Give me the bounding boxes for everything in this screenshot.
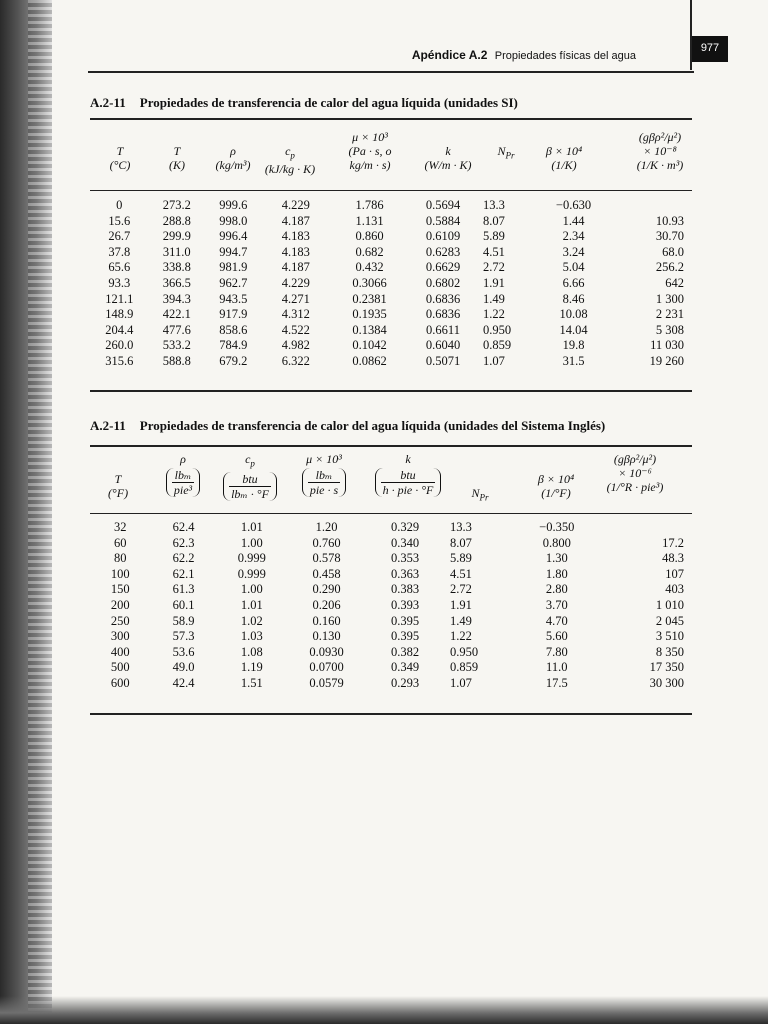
table-cell: 0.3066: [352, 275, 387, 290]
table-cell: 4.982: [281, 338, 310, 353]
table-row: [90, 214, 692, 230]
table-cell: 6.66: [562, 275, 585, 290]
table-cell: 4.271: [281, 291, 310, 306]
table-cell: 981.9: [219, 260, 248, 275]
table-cell: 996.4: [219, 229, 248, 244]
column-subtitle: (Pa · s, o: [348, 144, 392, 158]
table-cell: 11 030: [650, 338, 684, 353]
page-number: 977: [692, 36, 728, 62]
table-cell: 0.5694: [425, 198, 461, 212]
column-subtitle: × 10⁻⁶: [618, 466, 652, 480]
table-cell: 13.3: [450, 520, 472, 534]
table-cell: 1.01: [240, 597, 263, 612]
column-unit: (1/°R · pie³): [606, 480, 664, 494]
table-cell: 10.08: [559, 307, 588, 322]
table-cell: 68.0: [662, 244, 684, 259]
column-unit: (kJ/kg · K): [264, 162, 316, 177]
column-header: [509, 144, 619, 172]
table-row: [90, 260, 692, 276]
table-cell: 93.3: [108, 275, 131, 290]
column-unit: (°C): [109, 158, 131, 172]
column-unit: (kg/m³): [215, 158, 251, 172]
table-cell: 1.22: [483, 307, 505, 322]
table-cell: 300: [110, 629, 130, 644]
table-cell: 1.51: [240, 675, 263, 690]
table-cell: 994.7: [219, 244, 248, 259]
table-cell: 273.2: [162, 198, 191, 212]
table-cell: 0.6040: [425, 338, 461, 353]
section-label: Propiedades físicas del agua: [494, 50, 636, 62]
table-cell: 0.6802: [425, 275, 461, 290]
table-cell: 1.80: [545, 566, 568, 581]
table-cell: 0.578: [312, 551, 341, 566]
table-cell: 0.395: [390, 613, 420, 628]
table-cell: 4.312: [281, 307, 310, 322]
table-row: [90, 292, 692, 308]
table-cell: 17.2: [662, 535, 684, 550]
table-cell: 200: [110, 597, 130, 612]
table-cell: 0.329: [390, 520, 420, 534]
table-cell: 4.51: [450, 566, 472, 581]
table-cell: 0.6283: [425, 244, 461, 259]
table-cell: 5.89: [483, 229, 505, 244]
table-cell: 0.6611: [426, 322, 460, 337]
table-cell: 30.70: [655, 229, 684, 244]
table-cell: 1.07: [483, 353, 505, 368]
table-cell: 17 350: [649, 660, 684, 675]
table-cell: 600: [110, 675, 130, 690]
table-row: [90, 198, 692, 214]
table-si-bottom-rule: [90, 390, 692, 392]
table-cell: 0.0930: [309, 644, 344, 659]
table-cell: 1.91: [450, 597, 472, 612]
table-si-body: [90, 198, 692, 370]
table-cell: 0.382: [390, 644, 420, 659]
table-cell: 8 350: [655, 644, 684, 659]
table-cell: 10.93: [655, 213, 684, 228]
table-cell: 60: [114, 535, 127, 550]
table-cell: 0.458: [312, 566, 341, 581]
column-symbol-text: k: [405, 452, 411, 466]
table-cell: 4.187: [281, 213, 310, 228]
table-cell: 0.340: [390, 535, 420, 550]
table-cell: 1.44: [562, 213, 585, 228]
table-cell: 3.24: [562, 244, 585, 259]
table-cell: 999.6: [219, 198, 248, 212]
table-cell: 784.9: [219, 338, 248, 353]
table-row: [90, 551, 692, 567]
table-en-top-rule: [90, 445, 692, 447]
table-cell: 500: [110, 660, 130, 675]
table-cell: 533.2: [162, 338, 191, 353]
table-en-bottom-rule: [90, 713, 692, 715]
table-en-header-rule: [90, 513, 692, 514]
column-symbol-text: T: [173, 144, 181, 158]
fraction-numerator: lbₘ: [172, 468, 194, 483]
table-cell: 1.19: [240, 660, 263, 675]
appendix-label: Apéndice A.2: [411, 48, 488, 62]
table-cell: 0.130: [312, 629, 341, 644]
table-cell: 858.6: [219, 322, 248, 337]
table-cell: 0.395: [390, 629, 420, 644]
table-row: [90, 676, 692, 692]
table-cell: 366.5: [162, 275, 191, 290]
table-cell: 477.6: [162, 322, 191, 337]
table-cell: 4.51: [483, 244, 505, 259]
table-row: [90, 660, 692, 676]
table-row: [90, 614, 692, 630]
table-cell: 121.1: [105, 291, 134, 306]
table-cell: 1 300: [655, 291, 684, 306]
table-cell: 943.5: [219, 291, 248, 306]
table-cell: 0.206: [312, 597, 341, 612]
table-cell: 256.2: [655, 260, 684, 275]
table-cell: 0.363: [390, 566, 420, 581]
table-cell: 5.89: [450, 551, 472, 566]
table-cell: 7.80: [545, 644, 568, 659]
column-symbol-text: T: [116, 144, 124, 158]
table-cell: 42.4: [172, 675, 195, 690]
table-row: [90, 567, 692, 583]
column-symbol: [315, 130, 425, 144]
table-cell: 0.1042: [352, 338, 387, 353]
table-cell: 49.0: [172, 660, 195, 675]
table-cell: 1.22: [450, 629, 472, 644]
table-cell: 100: [110, 566, 130, 581]
table-si-number: A.2-11: [90, 95, 126, 110]
table-cell: 2.34: [562, 229, 585, 244]
table-cell: 422.1: [162, 307, 191, 322]
table-cell: 0.2381: [352, 291, 387, 306]
column-symbol-text: N: [471, 486, 480, 500]
table-cell: 403: [665, 582, 684, 597]
table-cell: 0.5884: [425, 213, 461, 228]
table-cell: 0.6109: [425, 229, 461, 244]
table-cell: 2.80: [545, 582, 568, 597]
table-cell: 62.2: [172, 551, 195, 566]
table-cell: 1.30: [545, 551, 568, 566]
table-cell: 0.383: [390, 582, 420, 597]
column-unit: (K): [169, 158, 185, 172]
table-cell: 37.8: [108, 244, 131, 259]
table-cell: 148.9: [105, 307, 134, 322]
table-cell: 2.72: [450, 582, 472, 597]
table-cell: 4.229: [281, 198, 310, 212]
table-cell: 642: [665, 275, 684, 290]
table-cell: 4.187: [281, 260, 310, 275]
table-cell: −0.630: [555, 198, 592, 212]
table-cell: 4.183: [281, 229, 310, 244]
table-cell: 150: [110, 582, 130, 597]
table-cell: 61.3: [172, 582, 195, 597]
table-cell: 60.1: [172, 597, 195, 612]
book-spine-shadow: [0, 0, 52, 1024]
table-cell: 11.0: [546, 660, 568, 675]
table-cell: 917.9: [219, 307, 248, 322]
table-cell: 1.03: [240, 629, 263, 644]
table-cell: 15.6: [108, 213, 131, 228]
table-cell: 0.950: [450, 644, 479, 659]
table-cell: [596, 520, 693, 536]
table-cell: 107: [665, 566, 684, 581]
table-cell: 1.91: [483, 275, 505, 290]
column-symbol-text: β × 10⁴: [545, 144, 583, 158]
table-cell: 338.8: [162, 260, 191, 275]
table-si-top-rule: [90, 118, 692, 120]
table-cell: 65.6: [108, 260, 131, 275]
table-cell: 1.02: [240, 613, 263, 628]
table-cell: 0: [116, 198, 123, 212]
table-cell: 311.0: [162, 244, 191, 259]
table-cell: 3 510: [655, 629, 684, 644]
table-cell: 53.6: [172, 644, 195, 659]
column-subscript: Pr: [505, 150, 515, 161]
table-cell: 6.322: [281, 353, 310, 368]
column-subscript: Pr: [479, 492, 489, 503]
table-cell: 32: [114, 520, 127, 534]
table-cell: 1.08: [240, 644, 263, 659]
column-symbol-text: β × 10⁴: [537, 472, 575, 486]
table-cell: 4.70: [545, 613, 568, 628]
table-cell: 0.393: [390, 597, 420, 612]
column-unit: kg/m · s): [349, 158, 391, 172]
table-cell: 1.49: [450, 613, 472, 628]
table-si-header-rule: [90, 190, 692, 191]
table-row: [90, 598, 692, 614]
table-row: [90, 582, 692, 598]
fraction-denominator: pie³: [173, 483, 193, 497]
table-row: [90, 645, 692, 661]
header-rule: [88, 71, 694, 73]
table-cell: 0.160: [312, 613, 341, 628]
table-cell: 315.6: [105, 353, 134, 368]
table-cell: 1.01: [240, 520, 263, 534]
table-cell: 13.3: [483, 198, 505, 212]
column-unit: (°F): [107, 486, 129, 500]
table-cell: 0.859: [450, 660, 479, 675]
table-cell: 0.999: [237, 566, 266, 581]
table-cell: 0.6629: [425, 260, 461, 275]
table-cell: 2.72: [483, 260, 505, 275]
table-cell: 0.999: [237, 551, 266, 566]
column-unit: (1/°F): [541, 486, 571, 500]
table-cell: −0.350: [539, 520, 575, 534]
column-unit: (W/m · K): [424, 158, 472, 172]
page-bottom-shadow: [0, 996, 768, 1024]
table-cell: 1 010: [655, 597, 684, 612]
table-cell: 1.49: [483, 291, 505, 306]
table-cell: 0.353: [390, 551, 420, 566]
table-cell: 58.9: [172, 613, 195, 628]
table-cell: 4.183: [281, 244, 310, 259]
table-en-body: [90, 520, 692, 692]
table-row: [90, 276, 692, 292]
table-row: [90, 245, 692, 261]
table-cell: 8.46: [562, 291, 585, 306]
unit-fraction: [302, 468, 346, 497]
table-row: [90, 323, 692, 339]
column-symbol-text: ρ: [180, 452, 186, 466]
table-cell: 1.20: [315, 520, 338, 534]
table-cell: 299.9: [162, 229, 191, 244]
table-cell: 400: [110, 644, 130, 659]
table-cell: 8.07: [450, 535, 472, 550]
table-cell: 1.07: [450, 675, 472, 690]
table-cell: 0.432: [355, 260, 384, 275]
column-symbol: [509, 144, 619, 158]
column-subtitle: × 10⁻⁸: [643, 144, 677, 158]
table-cell: 0.0579: [309, 675, 344, 690]
table-si-title: Propiedades de transferencia de calor del agua líquida (unidades SI): [139, 95, 518, 110]
table-cell: 998.0: [219, 213, 248, 228]
table-cell: 0.800: [542, 535, 571, 550]
table-cell: 260.0: [105, 338, 134, 353]
table-cell: 62.4: [172, 520, 195, 534]
table-cell: 62.1: [172, 566, 195, 581]
table-cell: 57.3: [172, 629, 195, 644]
table-cell: 250: [110, 613, 130, 628]
table-cell: 0.5071: [425, 353, 461, 368]
table-cell: 0.760: [312, 535, 341, 550]
table-cell: 0.1935: [352, 307, 387, 322]
table-cell: 17.5: [545, 675, 568, 690]
column-unit: (1/K · m³): [636, 158, 684, 172]
table-cell: 0.1384: [352, 322, 387, 337]
table-cell: 3.70: [545, 597, 568, 612]
table-cell: 80: [114, 551, 127, 566]
table-cell: 14.04: [559, 322, 588, 337]
table-cell: 62.3: [172, 535, 195, 550]
column-symbol-text: (gβρ²/μ²): [613, 452, 657, 466]
table-cell: 8.07: [483, 213, 505, 228]
table-cell: 4.522: [281, 322, 310, 337]
table-cell: 5.04: [562, 260, 585, 275]
table-cell: 19 260: [649, 353, 684, 368]
column-symbol: [575, 452, 695, 466]
column-symbol-text: c: [285, 144, 291, 158]
column-symbol-text: c: [245, 452, 251, 466]
table-cell: 1.131: [355, 213, 384, 228]
table-cell: 679.2: [219, 353, 248, 368]
column-subscript: p: [290, 150, 295, 161]
column-symbol-text: μ × 10³: [306, 452, 342, 466]
table-cell: 0.0700: [309, 660, 344, 675]
running-header: [88, 38, 728, 70]
table-row: [90, 354, 692, 370]
table-cell: 204.4: [105, 322, 134, 337]
fraction-numerator: btu: [381, 468, 436, 483]
table-en-title: Propiedades de transferencia de calor del agua líquida (unidades del Sistema Inglés): [139, 418, 606, 433]
fraction-denominator: pie · s: [309, 483, 339, 497]
table-cell: 1.00: [240, 535, 263, 550]
column-symbol-text: k: [445, 144, 451, 158]
table-cell: 5 308: [655, 322, 684, 337]
table-cell: 31.5: [562, 353, 585, 368]
column-header: [575, 452, 695, 494]
table-si-caption: [90, 95, 518, 111]
table-cell: 288.8: [162, 213, 191, 228]
table-cell: 2 231: [655, 307, 684, 322]
table-cell: 1.786: [355, 198, 384, 212]
table-cell: 0.349: [390, 660, 420, 675]
table-cell: 0.6836: [425, 307, 461, 322]
table-row: [90, 307, 692, 323]
table-cell: 0.859: [483, 338, 512, 353]
column-symbol: [605, 130, 715, 144]
table-cell: 0.6836: [425, 291, 461, 306]
table-cell: [612, 198, 692, 214]
table-cell: 0.293: [390, 675, 420, 690]
column-symbol-text: (gβρ²/μ²): [638, 130, 682, 144]
table-row: [90, 520, 692, 536]
column-symbol-text: ρ: [230, 144, 236, 158]
table-cell: 2 045: [655, 613, 684, 628]
table-cell: 5.60: [545, 629, 568, 644]
column-symbol: [348, 452, 468, 466]
table-cell: 0.950: [483, 322, 512, 337]
table-cell: 394.3: [162, 291, 191, 306]
table-cell: 26.7: [108, 229, 131, 244]
column-unit: (1/K): [551, 158, 577, 172]
table-cell: 48.3: [662, 551, 684, 566]
column-subscript: p: [250, 458, 255, 469]
fraction-denominator: h · pie · °F: [382, 483, 434, 497]
table-cell: 1.00: [240, 582, 263, 597]
table-cell: 0.290: [312, 582, 341, 597]
table-row: [90, 536, 692, 552]
fraction-numerator: lbₘ: [308, 468, 340, 483]
table-row: [90, 629, 692, 645]
fraction-denominator: lbₘ · °F: [231, 487, 269, 502]
table-row: [90, 229, 692, 245]
table-cell: 30 300: [649, 675, 684, 690]
table-cell: 588.8: [162, 353, 191, 368]
table-cell: 0.682: [355, 244, 384, 259]
column-header: [605, 130, 715, 172]
table-cell: 4.229: [281, 275, 310, 290]
column-symbol-text: μ × 10³: [352, 130, 388, 144]
table-cell: 0.860: [355, 229, 384, 244]
table-en-caption: [90, 418, 605, 434]
column-symbol-text: T: [114, 472, 122, 486]
table-en-number: A.2-11: [90, 418, 126, 433]
table-cell: 19.8: [562, 338, 585, 353]
fraction-numerator: btu: [229, 472, 271, 487]
column-symbol-text: N: [497, 144, 506, 158]
table-cell: 962.7: [219, 275, 248, 290]
table-row: [90, 338, 692, 354]
table-cell: 0.0862: [352, 353, 387, 368]
fraction: [308, 468, 340, 497]
